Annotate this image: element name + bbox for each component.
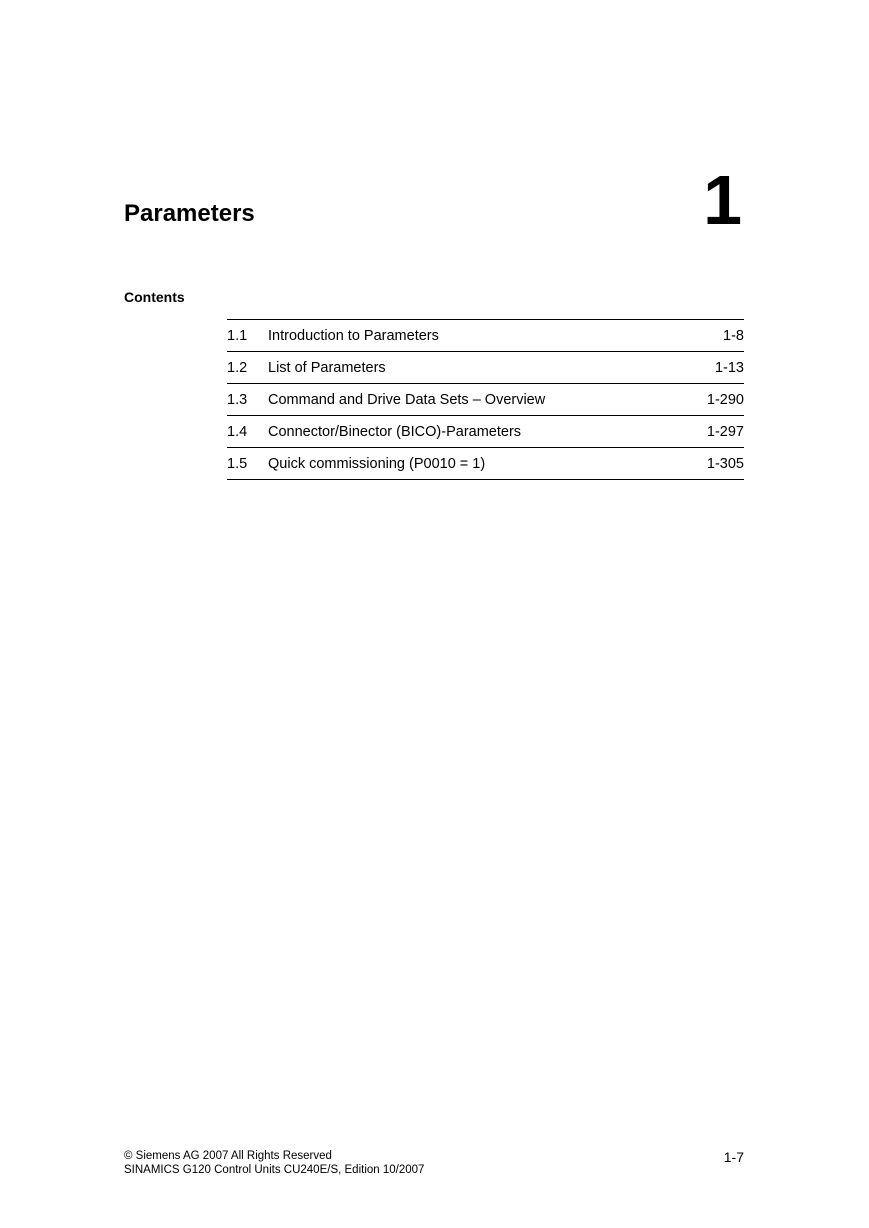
- toc-entry[interactable]: [227, 448, 744, 480]
- toc-entry-number: 1.4: [227, 423, 248, 440]
- toc-entry-page: 1-8: [723, 327, 744, 344]
- toc-entry-number: 1.1: [227, 327, 248, 344]
- contents-heading: Contents: [124, 289, 185, 305]
- toc-entry-title: Introduction to Parameters: [268, 327, 439, 344]
- chapter-title: Parameters: [124, 200, 255, 227]
- toc-entry-number: 1.5: [227, 455, 248, 472]
- toc-entry-page: 1-297: [706, 423, 744, 440]
- toc-entry-title: Connector/Binector (BICO)-Parameters: [268, 423, 522, 440]
- toc-entry[interactable]: [227, 320, 744, 352]
- footer: [124, 1149, 424, 1177]
- footer-copyright: © Siemens AG 2007 All Rights Reserved: [124, 1150, 332, 1162]
- toc-entry[interactable]: [227, 384, 744, 416]
- table-of-contents: [227, 319, 744, 480]
- toc-entry-page: 1-290: [706, 391, 744, 408]
- footer-product: SINAMICS G120 Control Units CU240E/S, Edition 10/2007: [124, 1164, 425, 1176]
- toc-entry-number: 1.3: [227, 391, 248, 408]
- chapter-number: 1: [703, 161, 742, 239]
- toc-entry-title: List of Parameters: [268, 359, 386, 376]
- footer-page-number: 1-7: [723, 1149, 744, 1165]
- toc-entry-title: Command and Drive Data Sets – Overview: [268, 391, 546, 408]
- toc-entry-page: 1-305: [706, 455, 744, 472]
- toc-entry[interactable]: [227, 416, 744, 448]
- toc-entry-number: 1.2: [227, 359, 248, 376]
- toc-entry-title: Quick commissioning (P0010 = 1): [268, 455, 486, 472]
- toc-entry-page: 1-13: [714, 359, 744, 376]
- toc-entry[interactable]: [227, 352, 744, 384]
